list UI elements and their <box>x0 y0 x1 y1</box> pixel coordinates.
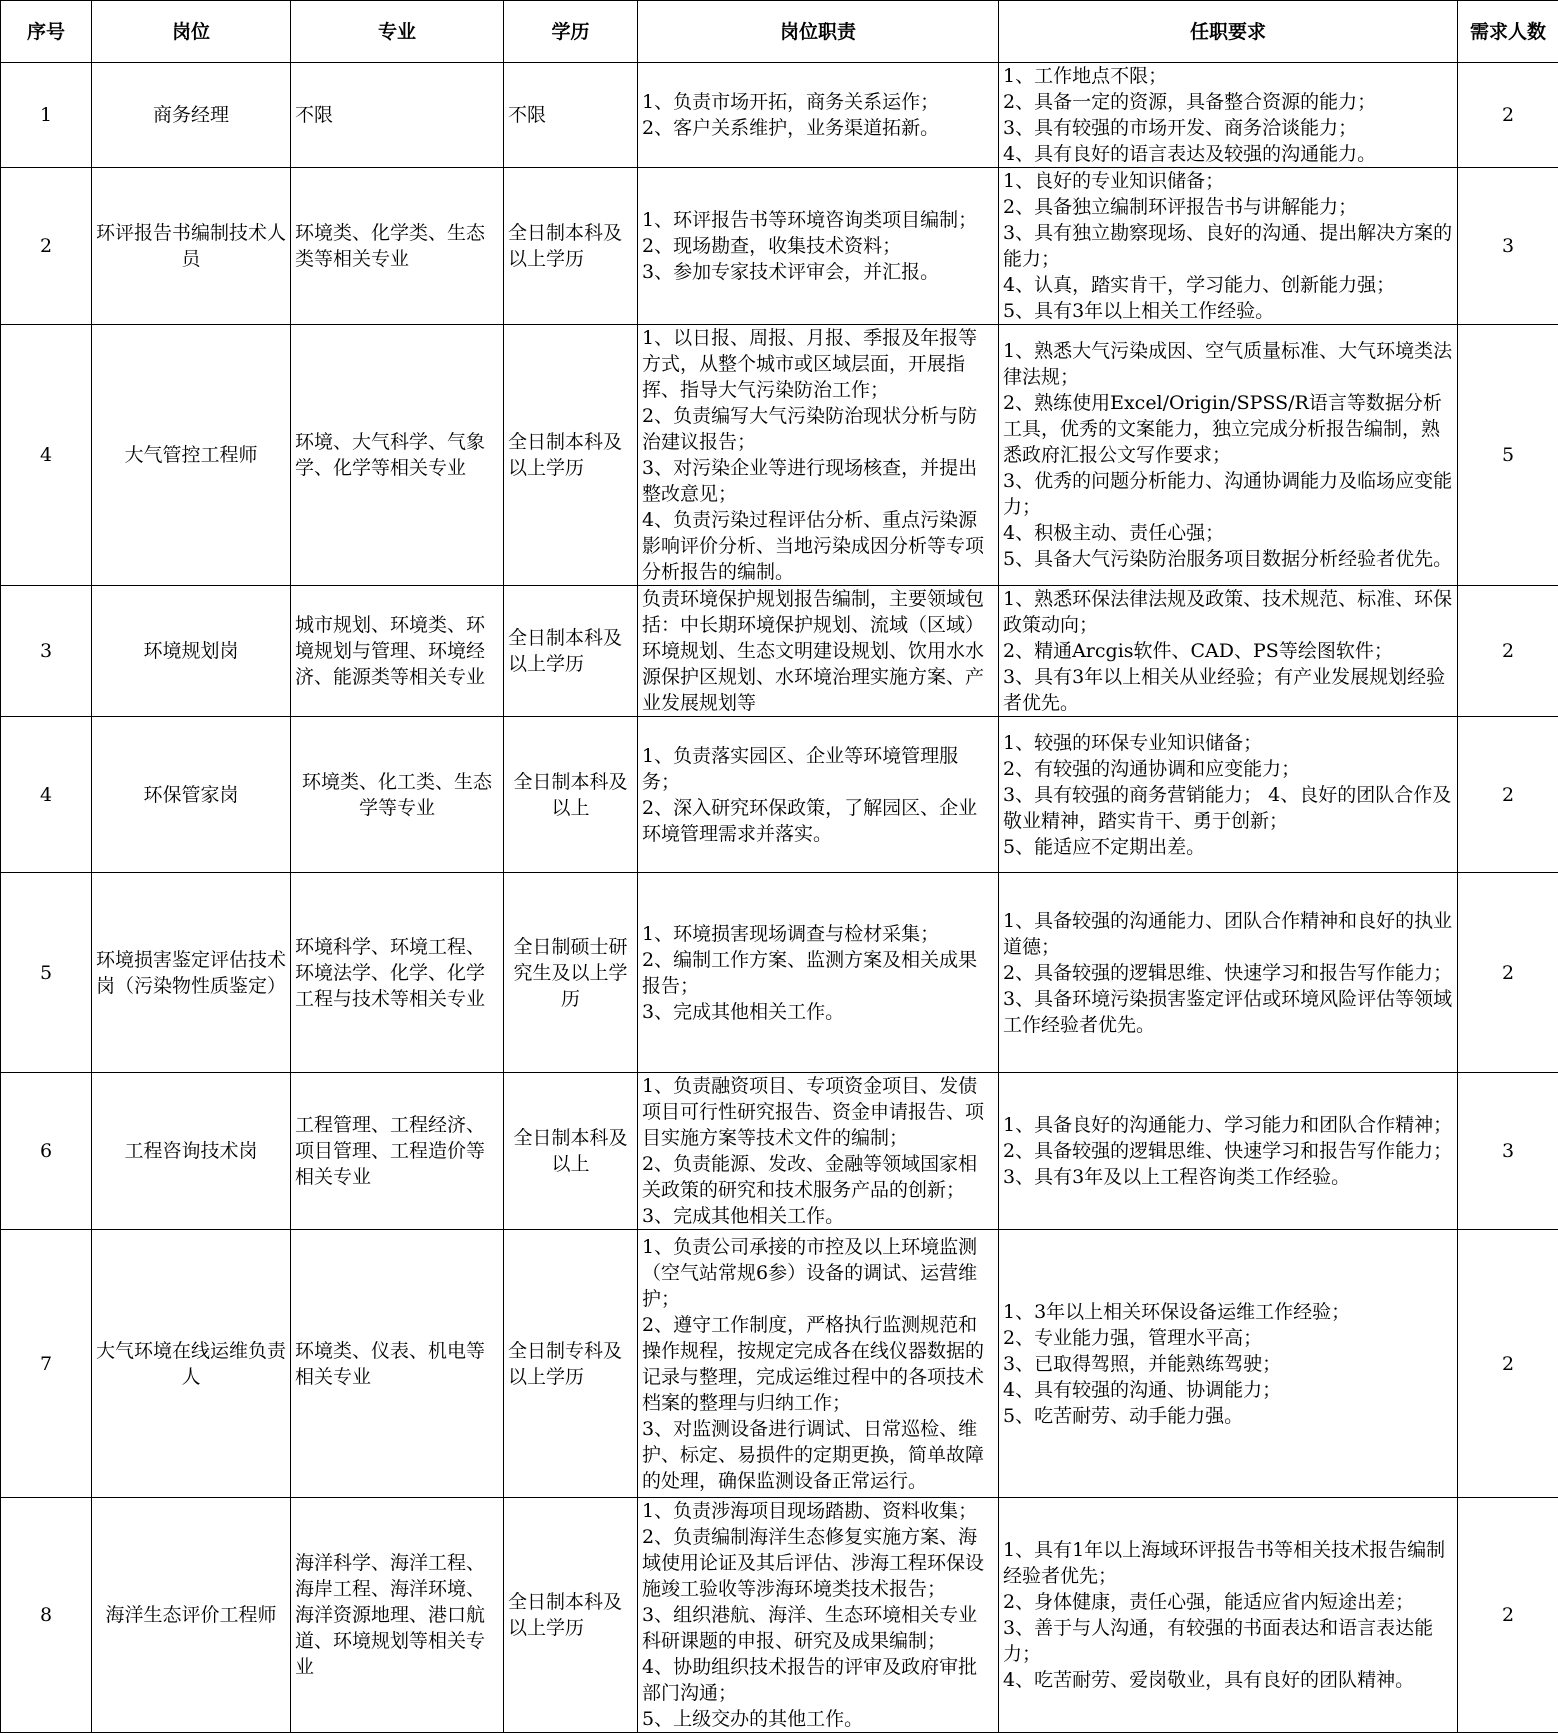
table-row <box>1 1498 1558 1733</box>
cell-no: 4 <box>1 717 92 873</box>
table-row <box>1 168 1558 325</box>
cell-major: 海洋科学、海洋工程、海岸工程、海洋环境、海洋资源地理、港口航道、环境规划等相关专业 <box>291 1498 504 1733</box>
cell-duties: 1、负责落实园区、企业等环境管理服务； 2、深入研究环保政策，了解园区、企业环境管理需求并落实。 <box>638 717 999 873</box>
cell-position: 环评报告书编制技术人员 <box>92 168 291 325</box>
cell-major: 环境科学、环境工程、环境法学、化学、化学工程与技术等相关专业 <box>291 873 504 1073</box>
cell-requirements: 1、具有1年以上海域环评报告书等相关技术报告编制经验者优先； 2、身体健康，责任心强，能适应省内短途出差； 3、善于与人沟通，有较强的书面表达和语言表达能力； 4、吃苦耐劳、爱岗敬业，具有良好的团队精神。 <box>999 1498 1458 1733</box>
header-position: 岗位 <box>92 1 291 63</box>
cell-no: 3 <box>1 586 92 717</box>
cell-education: 不限 <box>504 63 638 168</box>
table-row <box>1 873 1558 1073</box>
cell-count: 2 <box>1458 63 1558 168</box>
cell-no: 8 <box>1 1498 92 1733</box>
cell-requirements: 1、工作地点不限； 2、具备一定的资源，具备整合资源的能力； 3、具有较强的市场开发、商务洽谈能力； 4、具有良好的语言表达及较强的沟通能力。 <box>999 63 1458 168</box>
cell-education: 全日制本科及以上学历 <box>504 1498 638 1733</box>
cell-no: 1 <box>1 63 92 168</box>
cell-duties: 1、环境损害现场调查与检材采集； 2、编制工作方案、监测方案及相关成果报告； 3、完成其他相关工作。 <box>638 873 999 1073</box>
cell-major: 城市规划、环境类、环境规划与管理、环境经济、能源类等相关专业 <box>291 586 504 717</box>
cell-major: 环境类、化工类、生态学等专业 <box>291 717 504 873</box>
cell-count: 5 <box>1458 325 1558 586</box>
cell-no: 4 <box>1 325 92 586</box>
header-education: 学历 <box>504 1 638 63</box>
cell-duties: 1、负责融资项目、专项资金项目、发债项目可行性研究报告、资金申请报告、项目实施方案等技术文件的编制； 2、负责能源、发改、金融等领域国家相关政策的研究和技术服务产品的创新； 3、完成其他相关工作。 <box>638 1073 999 1230</box>
cell-major: 环境类、仪表、机电等相关专业 <box>291 1230 504 1498</box>
cell-position: 大气环境在线运维负责人 <box>92 1230 291 1498</box>
table-row <box>1 1073 1558 1230</box>
cell-major: 不限 <box>291 63 504 168</box>
cell-education: 全日制硕士研究生及以上学历 <box>504 873 638 1073</box>
cell-education: 全日制专科及以上学历 <box>504 1230 638 1498</box>
cell-requirements: 1、良好的专业知识储备； 2、具备独立编制环评报告书与讲解能力； 3、具有独立勘察现场、良好的沟通、提出解决方案的能力； 4、认真，踏实肯干，学习能力、创新能力强； 5、具有3年以上相关工作经验。 <box>999 168 1458 325</box>
cell-major: 工程管理、工程经济、项目管理、工程造价等相关专业 <box>291 1073 504 1230</box>
cell-requirements: 1、具备良好的沟通能力、学习能力和团队合作精神； 2、具备较强的逻辑思维、快速学习和报告写作能力； 3、具有3年及以上工程咨询类工作经验。 <box>999 1073 1458 1230</box>
table-row <box>1 1230 1558 1498</box>
cell-count: 2 <box>1458 717 1558 873</box>
cell-position: 工程咨询技术岗 <box>92 1073 291 1230</box>
cell-requirements: 1、熟悉大气污染成因、空气质量标准、大气环境类法律法规； 2、熟练使用Excel/Origin/SPSS/R语言等数据分析工具，优秀的文案能力，独立完成分析报告编制，熟悉政府汇报公文写作要求； 3、优秀的问题分析能力、沟通协调能力及临场应变能力； 4、积极主动、责任心强； 5、具备大气污染防治服务项目数据分析经验者优先。 <box>999 325 1458 586</box>
table-row <box>1 325 1558 586</box>
table-row <box>1 586 1558 717</box>
header-row <box>1 1 1558 63</box>
cell-major: 环境类、化学类、生态类等相关专业 <box>291 168 504 325</box>
header-duties: 岗位职责 <box>638 1 999 63</box>
cell-count: 3 <box>1458 1073 1558 1230</box>
cell-position: 环境规划岗 <box>92 586 291 717</box>
cell-duties: 1、负责涉海项目现场踏勘、资料收集； 2、负责编制海洋生态修复实施方案、海域使用论证及其后评估、涉海工程环保设施竣工验收等涉海环境类技术报告； 3、组织港航、海洋、生态环境相关专业科研课题的申报、研究及成果编制； 4、协助组织技术报告的评审及政府审批部门沟通； 5、上级交办的其他工作。 <box>638 1498 999 1733</box>
cell-no: 6 <box>1 1073 92 1230</box>
cell-requirements: 1、具备较强的沟通能力、团队合作精神和良好的执业道德； 2、具备较强的逻辑思维、快速学习和报告写作能力； 3、具备环境污染损害鉴定评估或环境风险评估等领域工作经验者优先。 <box>999 873 1458 1073</box>
cell-duties: 1、以日报、周报、月报、季报及年报等方式，从整个城市或区域层面，开展指挥、指导大气污染防治工作； 2、负责编写大气污染防治现状分析与防治建议报告； 3、对污染企业等进行现场核查，并提出整改意见； 4、负责污染过程评估分析、重点污染源影响评价分析、当地污染成因分析等专项分析报告的编制。 <box>638 325 999 586</box>
cell-requirements: 1、较强的环保专业知识储备； 2、有较强的沟通协调和应变能力； 3、具有较强的商务营销能力； 4、良好的团队合作及敬业精神，踏实肯干、勇于创新； 5、能适应不定期出差。 <box>999 717 1458 873</box>
cell-no: 2 <box>1 168 92 325</box>
cell-duties: 1、环评报告书等环境咨询类项目编制； 2、现场勘查，收集技术资料； 3、参加专家技术评审会，并汇报。 <box>638 168 999 325</box>
cell-count: 3 <box>1458 168 1558 325</box>
header-requirements: 任职要求 <box>999 1 1458 63</box>
header-no: 序号 <box>1 1 92 63</box>
cell-education: 全日制本科及以上学历 <box>504 168 638 325</box>
cell-education: 全日制本科及以上 <box>504 717 638 873</box>
cell-position: 海洋生态评价工程师 <box>92 1498 291 1733</box>
table-row <box>1 63 1558 168</box>
cell-no: 5 <box>1 873 92 1073</box>
cell-duties: 1、负责公司承接的市控及以上环境监测（空气站常规6参）设备的调试、运营维护； 2、遵守工作制度，严格执行监测规范和操作规程，按规定完成各在线仪器数据的记录与整理，完成运维过程中的各项技术档案的整理与归纳工作； 3、对监测设备进行调试、日常巡检、维护、标定、易损件的定期更换，简单故障的处理，确保监测设备正常运行。 <box>638 1230 999 1498</box>
cell-education: 全日制本科及以上学历 <box>504 325 638 586</box>
cell-education: 全日制本科及以上学历 <box>504 586 638 717</box>
cell-education: 全日制本科及以上 <box>504 1073 638 1230</box>
header-count: 需求人数 <box>1458 1 1558 63</box>
cell-position: 环保管家岗 <box>92 717 291 873</box>
cell-requirements: 1、熟悉环保法律法规及政策、技术规范、标准、环保政策动向； 2、精通Arcgis软件、CAD、PS等绘图软件； 3、具有3年以上相关从业经验；有产业发展规划经验者优先。 <box>999 586 1458 717</box>
cell-count: 2 <box>1458 586 1558 717</box>
cell-requirements: 1、3年以上相关环保设备运维工作经验； 2、专业能力强，管理水平高； 3、已取得驾照，并能熟练驾驶； 4、具有较强的沟通、协调能力； 5、吃苦耐劳、动手能力强。 <box>999 1230 1458 1498</box>
cell-count: 2 <box>1458 1230 1558 1498</box>
header-major: 专业 <box>291 1 504 63</box>
cell-duties: 1、负责市场开拓，商务关系运作； 2、客户关系维护，业务渠道拓新。 <box>638 63 999 168</box>
cell-position: 环境损害鉴定评估技术岗（污染物性质鉴定） <box>92 873 291 1073</box>
cell-position: 大气管控工程师 <box>92 325 291 586</box>
cell-count: 2 <box>1458 873 1558 1073</box>
cell-major: 环境、大气科学、气象学、化学等相关专业 <box>291 325 504 586</box>
cell-no: 7 <box>1 1230 92 1498</box>
cell-count: 2 <box>1458 1498 1558 1733</box>
cell-position: 商务经理 <box>92 63 291 168</box>
cell-duties: 负责环境保护规划报告编制，主要领域包括：中长期环境保护规划、流域（区域）环境规划、生态文明建设规划、饮用水水源保护区规划、水环境治理实施方案、产业发展规划等 <box>638 586 999 717</box>
table-row <box>1 717 1558 873</box>
